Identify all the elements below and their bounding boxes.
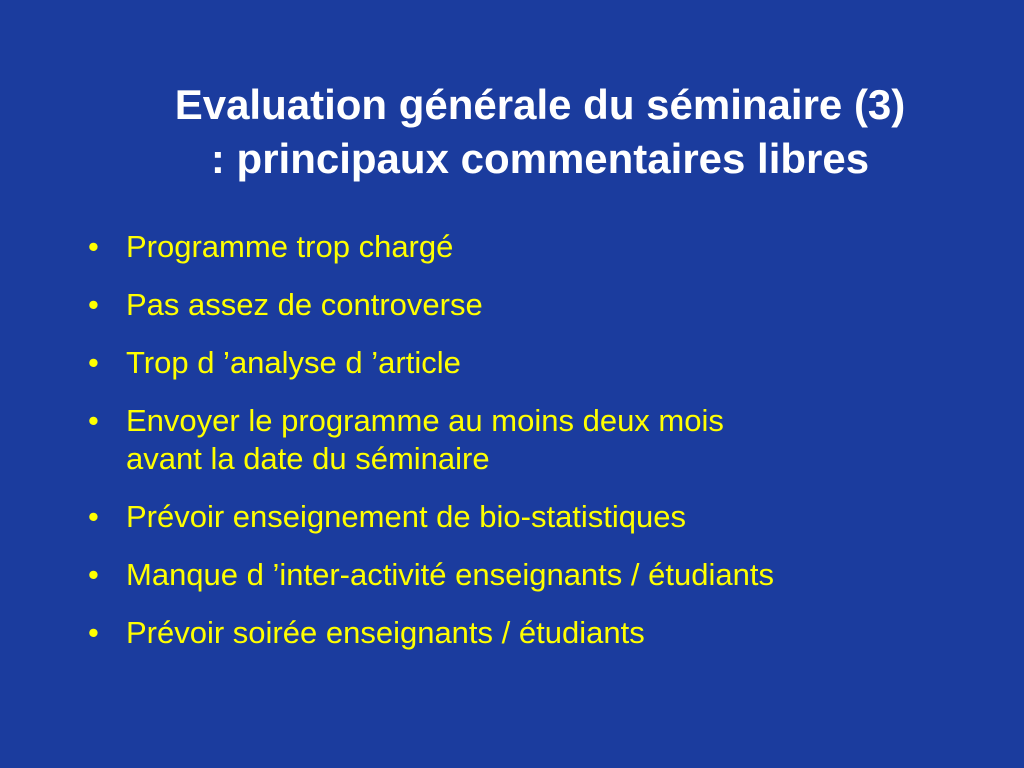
bullet-item	[88, 556, 988, 594]
slide-title	[70, 78, 1010, 186]
bullet-marker-icon: •	[88, 287, 99, 322]
bullet-item	[88, 498, 988, 536]
bullet-line: Prévoir enseignement de bio-statistiques	[126, 499, 687, 534]
bullet-text	[126, 614, 988, 652]
bullet-item	[88, 344, 988, 382]
bullet-item	[88, 228, 988, 266]
bullet-line: Prévoir soirée enseignants / étudiants	[126, 615, 645, 650]
bullet-marker-icon: •	[88, 499, 99, 534]
bullet-text	[126, 498, 988, 536]
slide-title-line: : principaux commentaires libres	[210, 135, 870, 182]
bullet-line: avant la date du séminaire	[126, 441, 490, 476]
slide-title-line: Evaluation générale du séminaire (3)	[174, 81, 906, 128]
bullet-line: Pas assez de controverse	[126, 287, 483, 322]
bullet-marker-icon: •	[88, 403, 99, 438]
bullet-item	[88, 286, 988, 324]
bullet-marker-icon: •	[88, 615, 99, 650]
bullet-item	[88, 402, 988, 478]
bullet-item	[88, 614, 988, 652]
bullet-marker-icon: •	[88, 229, 99, 264]
bullet-text	[126, 556, 988, 594]
bullet-line: Programme trop chargé	[126, 229, 454, 264]
bullet-line: Envoyer le programme au moins deux mois	[126, 403, 724, 438]
bullet-text	[126, 286, 988, 324]
bullet-marker-icon: •	[88, 557, 99, 592]
bullet-text	[126, 228, 988, 266]
bullet-text	[126, 402, 988, 478]
bullet-line: Trop d ’analyse d ’article	[126, 345, 461, 380]
bullet-text	[126, 344, 988, 382]
bullet-line: Manque d ’inter-activité enseignants / étudiants	[126, 557, 774, 592]
bullet-marker-icon: •	[88, 345, 99, 380]
bullet-list	[88, 228, 988, 672]
